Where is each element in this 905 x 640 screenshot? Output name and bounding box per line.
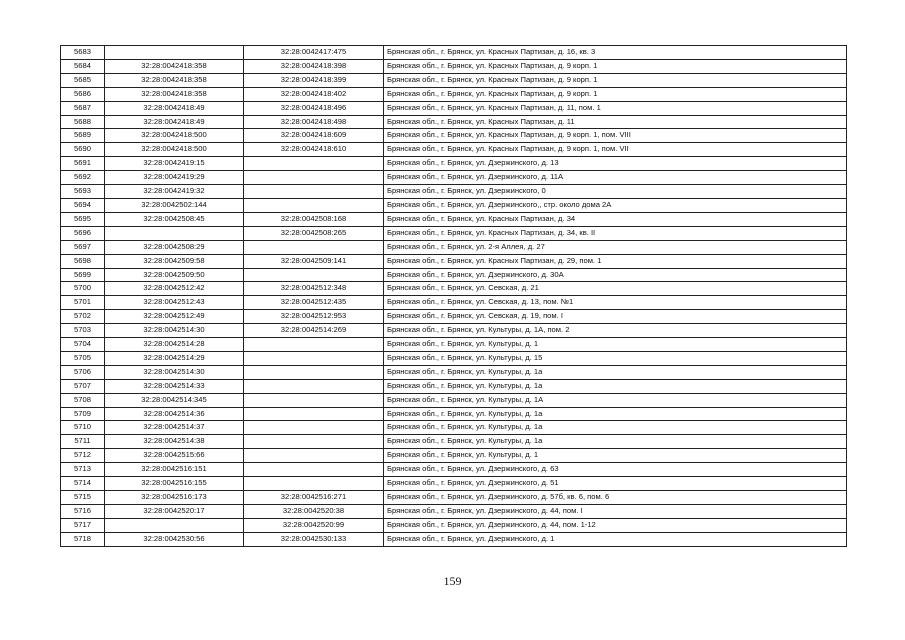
object-cadastral-number-cell [244, 435, 384, 449]
address-cell: Брянская обл., г. Брянск, ул. Культуры, д. 1а [384, 379, 847, 393]
row-number-cell: 5686 [61, 87, 105, 101]
land-cadastral-number-cell: 32:28:0042516:155 [105, 477, 244, 491]
land-cadastral-number-cell: 32:28:0042419:32 [105, 185, 244, 199]
row-number-cell: 5701 [61, 296, 105, 310]
address-cell: Брянская обл., г. Брянск, ул. Красных Партизан, д. 11, пом. 1 [384, 101, 847, 115]
row-number-cell: 5689 [61, 129, 105, 143]
table-body [61, 46, 847, 547]
table-row [61, 115, 847, 129]
land-cadastral-number-cell: 32:28:0042514:28 [105, 338, 244, 352]
address-cell: Брянская обл., г. Брянск, ул. Севская, д. 13, пом. №1 [384, 296, 847, 310]
land-cadastral-number-cell: 32:28:0042508:45 [105, 212, 244, 226]
cadastral-register-table [60, 45, 847, 547]
land-cadastral-number-cell: 32:28:0042516:151 [105, 463, 244, 477]
table-row [61, 504, 847, 518]
table-row [61, 226, 847, 240]
land-cadastral-number-cell: 32:28:0042520:17 [105, 504, 244, 518]
row-number-cell: 5712 [61, 449, 105, 463]
land-cadastral-number-cell: 32:28:0042418:358 [105, 73, 244, 87]
row-number-cell: 5695 [61, 212, 105, 226]
row-number-cell: 5716 [61, 504, 105, 518]
address-cell: Брянская обл., г. Брянск, ул. Дзержинского, д. 51 [384, 477, 847, 491]
object-cadastral-number-cell: 32:28:0042418:496 [244, 101, 384, 115]
address-cell: Брянская обл., г. Брянск, ул. Культуры, д. 1А, пом. 2 [384, 324, 847, 338]
object-cadastral-number-cell: 32:28:0042418:498 [244, 115, 384, 129]
address-cell: Брянская обл., г. Брянск, ул. Дзержинского, д. 1 [384, 532, 847, 546]
row-number-cell: 5692 [61, 171, 105, 185]
address-cell: Брянская обл., г. Брянск, ул. Красных Партизан, д. 34, кв. II [384, 226, 847, 240]
object-cadastral-number-cell [244, 338, 384, 352]
address-cell: Брянская обл., г. Брянск, ул. Культуры, д. 1а [384, 435, 847, 449]
table-row [61, 73, 847, 87]
table-row [61, 463, 847, 477]
land-cadastral-number-cell: 32:28:0042515:66 [105, 449, 244, 463]
address-cell: Брянская обл., г. Брянск, ул. Дзержинского, д. 57б, кв. 6, пом. 6 [384, 491, 847, 505]
object-cadastral-number-cell: 32:28:0042530:133 [244, 532, 384, 546]
table-row [61, 351, 847, 365]
object-cadastral-number-cell: 32:28:0042508:265 [244, 226, 384, 240]
object-cadastral-number-cell [244, 185, 384, 199]
address-cell: Брянская обл., г. Брянск, ул. Культуры, д. 1а [384, 365, 847, 379]
object-cadastral-number-cell [244, 393, 384, 407]
object-cadastral-number-cell: 32:28:0042418:610 [244, 143, 384, 157]
object-cadastral-number-cell: 32:28:0042514:269 [244, 324, 384, 338]
address-cell: Брянская обл., г. Брянск, ул. Красных Партизан, д. 16, кв. 3 [384, 46, 847, 60]
row-number-cell: 5697 [61, 240, 105, 254]
row-number-cell: 5714 [61, 477, 105, 491]
row-number-cell: 5702 [61, 310, 105, 324]
address-cell: Брянская обл., г. Брянск, ул. Севская, д. 21 [384, 282, 847, 296]
table-row [61, 338, 847, 352]
object-cadastral-number-cell: 32:28:0042520:38 [244, 504, 384, 518]
address-cell: Брянская обл., г. Брянск, ул. Красных Партизан, д. 29, пом. 1 [384, 254, 847, 268]
land-cadastral-number-cell: 32:28:0042516:173 [105, 491, 244, 505]
row-number-cell: 5710 [61, 421, 105, 435]
row-number-cell: 5687 [61, 101, 105, 115]
address-cell: Брянская обл., г. Брянск, ул. Севская, д. 19, пом. I [384, 310, 847, 324]
address-cell: Брянская обл., г. Брянск, ул. Культуры, д. 1а [384, 407, 847, 421]
address-cell: Брянская обл., г. Брянск, ул. Красных Партизан, д. 9 корп. 1, пом. VIII [384, 129, 847, 143]
land-cadastral-number-cell: 32:28:0042514:36 [105, 407, 244, 421]
object-cadastral-number-cell: 32:28:0042418:399 [244, 73, 384, 87]
row-number-cell: 5698 [61, 254, 105, 268]
land-cadastral-number-cell [105, 226, 244, 240]
land-cadastral-number-cell: 32:28:0042509:58 [105, 254, 244, 268]
object-cadastral-number-cell: 32:28:0042509:141 [244, 254, 384, 268]
table-row [61, 449, 847, 463]
object-cadastral-number-cell [244, 407, 384, 421]
object-cadastral-number-cell [244, 240, 384, 254]
address-cell: Брянская обл., г. Брянск, ул. Дзержинского, д. 30А [384, 268, 847, 282]
land-cadastral-number-cell: 32:28:0042514:38 [105, 435, 244, 449]
table-row [61, 532, 847, 546]
row-number-cell: 5688 [61, 115, 105, 129]
object-cadastral-number-cell [244, 477, 384, 491]
object-cadastral-number-cell: 32:28:0042417:475 [244, 46, 384, 60]
table-row [61, 393, 847, 407]
row-number-cell: 5715 [61, 491, 105, 505]
land-cadastral-number-cell: 32:28:0042512:49 [105, 310, 244, 324]
address-cell: Брянская обл., г. Брянск, ул. Культуры, д. 1А [384, 393, 847, 407]
table-row [61, 212, 847, 226]
land-cadastral-number-cell [105, 518, 244, 532]
row-number-cell: 5694 [61, 198, 105, 212]
row-number-cell: 5684 [61, 59, 105, 73]
row-number-cell: 5693 [61, 185, 105, 199]
land-cadastral-number-cell: 32:28:0042419:29 [105, 171, 244, 185]
land-cadastral-number-cell: 32:28:0042418:500 [105, 129, 244, 143]
table-row [61, 282, 847, 296]
table-row [61, 129, 847, 143]
address-cell: Брянская обл., г. Брянск, ул. Красных Партизан, д. 34 [384, 212, 847, 226]
object-cadastral-number-cell: 32:28:0042508:168 [244, 212, 384, 226]
address-cell: Брянская обл., г. Брянск, ул. Культуры, д. 1 [384, 449, 847, 463]
row-number-cell: 5704 [61, 338, 105, 352]
object-cadastral-number-cell [244, 198, 384, 212]
row-number-cell: 5703 [61, 324, 105, 338]
object-cadastral-number-cell [244, 379, 384, 393]
land-cadastral-number-cell: 32:28:0042418:500 [105, 143, 244, 157]
row-number-cell: 5717 [61, 518, 105, 532]
table-row [61, 198, 847, 212]
table-row [61, 171, 847, 185]
page-number: 159 [443, 574, 462, 588]
object-cadastral-number-cell [244, 421, 384, 435]
land-cadastral-number-cell: 32:28:0042514:30 [105, 365, 244, 379]
row-number-cell: 5708 [61, 393, 105, 407]
object-cadastral-number-cell [244, 171, 384, 185]
object-cadastral-number-cell [244, 157, 384, 171]
row-number-cell: 5709 [61, 407, 105, 421]
table-row [61, 87, 847, 101]
address-cell: Брянская обл., г. Брянск, ул. Культуры, д. 15 [384, 351, 847, 365]
address-cell: Брянская обл., г. Брянск, ул. Красных Партизан, д. 9 корп. 1 [384, 87, 847, 101]
object-cadastral-number-cell: 32:28:0042516:271 [244, 491, 384, 505]
row-number-cell: 5711 [61, 435, 105, 449]
land-cadastral-number-cell: 32:28:0042418:358 [105, 87, 244, 101]
row-number-cell: 5685 [61, 73, 105, 87]
table-row [61, 157, 847, 171]
table-row [61, 365, 847, 379]
table-row [61, 268, 847, 282]
row-number-cell: 5696 [61, 226, 105, 240]
table-row [61, 185, 847, 199]
row-number-cell: 5718 [61, 532, 105, 546]
object-cadastral-number-cell [244, 365, 384, 379]
row-number-cell: 5705 [61, 351, 105, 365]
land-cadastral-number-cell: 32:28:0042514:37 [105, 421, 244, 435]
object-cadastral-number-cell: 32:28:0042418:609 [244, 129, 384, 143]
land-cadastral-number-cell: 32:28:0042418:49 [105, 115, 244, 129]
table-row [61, 254, 847, 268]
table-row [61, 324, 847, 338]
address-cell: Брянская обл., г. Брянск, ул. Дзержинского, д. 44, пом. I [384, 504, 847, 518]
object-cadastral-number-cell [244, 268, 384, 282]
address-cell: Брянская обл., г. Брянск, ул. Красных Партизан, д. 9 корп. 1, пом. VII [384, 143, 847, 157]
land-cadastral-number-cell: 32:28:0042514:345 [105, 393, 244, 407]
object-cadastral-number-cell [244, 463, 384, 477]
row-number-cell: 5706 [61, 365, 105, 379]
address-cell: Брянская обл., г. Брянск, ул. Красных Партизан, д. 11 [384, 115, 847, 129]
object-cadastral-number-cell: 32:28:0042512:953 [244, 310, 384, 324]
address-cell: Брянская обл., г. Брянск, ул. 2-я Аллея, д. 27 [384, 240, 847, 254]
land-cadastral-number-cell: 32:28:0042514:30 [105, 324, 244, 338]
table-row [61, 143, 847, 157]
table-row [61, 421, 847, 435]
table-row [61, 491, 847, 505]
address-cell: Брянская обл., г. Брянск, ул. Дзержинского, д. 44, пом. 1-12 [384, 518, 847, 532]
table-row [61, 59, 847, 73]
row-number-cell: 5691 [61, 157, 105, 171]
address-cell: Брянская обл., г. Брянск, ул. Культуры, д. 1а [384, 421, 847, 435]
land-cadastral-number-cell: 32:28:0042512:43 [105, 296, 244, 310]
row-number-cell: 5713 [61, 463, 105, 477]
address-cell: Брянская обл., г. Брянск, ул. Дзержинского,, стр. около дома 2А [384, 198, 847, 212]
land-cadastral-number-cell [105, 46, 244, 60]
table-row [61, 518, 847, 532]
land-cadastral-number-cell: 32:28:0042508:29 [105, 240, 244, 254]
row-number-cell: 5699 [61, 268, 105, 282]
table-row [61, 296, 847, 310]
address-cell: Брянская обл., г. Брянск, ул. Дзержинского, д. 11А [384, 171, 847, 185]
table-row [61, 46, 847, 60]
object-cadastral-number-cell: 32:28:0042512:435 [244, 296, 384, 310]
address-cell: Брянская обл., г. Брянск, ул. Культуры, д. 1 [384, 338, 847, 352]
land-cadastral-number-cell: 32:28:0042419:15 [105, 157, 244, 171]
land-cadastral-number-cell: 32:28:0042514:33 [105, 379, 244, 393]
address-cell: Брянская обл., г. Брянск, ул. Красных Партизан, д. 9 корп. 1 [384, 73, 847, 87]
object-cadastral-number-cell: 32:28:0042512:348 [244, 282, 384, 296]
table-row [61, 407, 847, 421]
land-cadastral-number-cell: 32:28:0042514:29 [105, 351, 244, 365]
address-cell: Брянская обл., г. Брянск, ул. Дзержинского, д. 63 [384, 463, 847, 477]
table-row [61, 240, 847, 254]
object-cadastral-number-cell [244, 449, 384, 463]
address-cell: Брянская обл., г. Брянск, ул. Дзержинского, 0 [384, 185, 847, 199]
table-row [61, 101, 847, 115]
table-row [61, 477, 847, 491]
row-number-cell: 5683 [61, 46, 105, 60]
table-row [61, 379, 847, 393]
object-cadastral-number-cell: 32:28:0042520:99 [244, 518, 384, 532]
object-cadastral-number-cell: 32:28:0042418:402 [244, 87, 384, 101]
land-cadastral-number-cell: 32:28:0042418:358 [105, 59, 244, 73]
land-cadastral-number-cell: 32:28:0042530:56 [105, 532, 244, 546]
object-cadastral-number-cell [244, 351, 384, 365]
land-cadastral-number-cell: 32:28:0042509:50 [105, 268, 244, 282]
land-cadastral-number-cell: 32:28:0042502:144 [105, 198, 244, 212]
land-cadastral-number-cell: 32:28:0042512:42 [105, 282, 244, 296]
land-cadastral-number-cell: 32:28:0042418:49 [105, 101, 244, 115]
address-cell: Брянская обл., г. Брянск, ул. Красных Партизан, д. 9 корп. 1 [384, 59, 847, 73]
table-row [61, 435, 847, 449]
row-number-cell: 5700 [61, 282, 105, 296]
object-cadastral-number-cell: 32:28:0042418:398 [244, 59, 384, 73]
row-number-cell: 5707 [61, 379, 105, 393]
address-cell: Брянская обл., г. Брянск, ул. Дзержинского, д. 13 [384, 157, 847, 171]
table-row [61, 310, 847, 324]
row-number-cell: 5690 [61, 143, 105, 157]
